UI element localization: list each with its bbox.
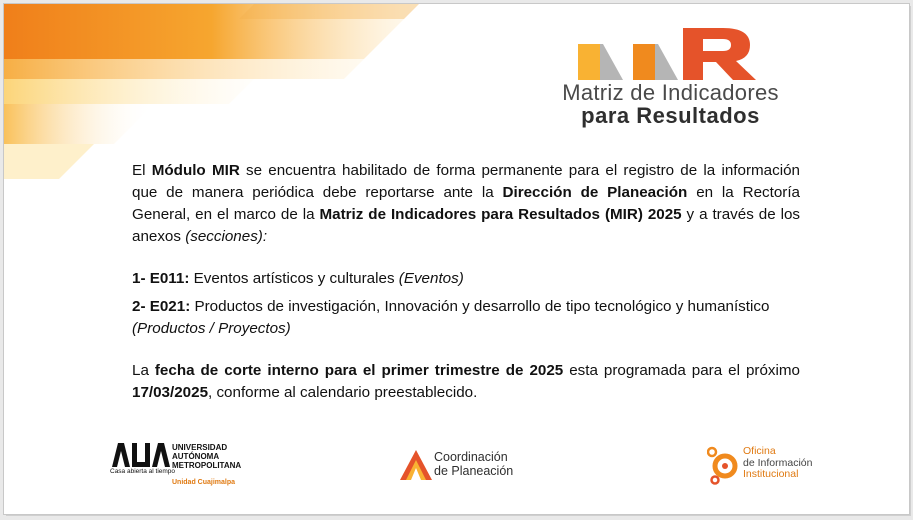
mir-logo-line1: Matriz de Indicadores: [562, 80, 779, 105]
oficina-logo: [707, 444, 817, 488]
closing-text-1: La: [132, 362, 155, 379]
uam-emblem-icon: [112, 443, 170, 467]
mir-logo: [528, 22, 813, 128]
announcement-body: [132, 160, 800, 404]
oficina-circles-icon: [707, 446, 741, 486]
intro-bold-mir: Matriz de Indicadores para Resultados (MIR) 2025: [319, 206, 682, 223]
item-code: 2- E021:: [132, 298, 191, 315]
uam-name-line3: METROPOLITANA: [172, 461, 242, 470]
closing-text-3: , conforme al calendario preestablecido.: [208, 384, 478, 401]
item-text: Productos de investigación, Innovación y desarrollo de tipo tecnológico y humanístico: [190, 298, 770, 315]
item-text: Eventos artísticos y culturales: [189, 270, 399, 287]
item-code: 1- E011:: [132, 270, 190, 287]
item-note: (Productos / Proyectos): [132, 320, 291, 337]
uam-tagline: Casa abierta al tiempo: [110, 468, 176, 475]
footer-logos: [4, 434, 909, 494]
coordinacion-line1: Coordinación: [434, 450, 508, 464]
coordinacion-line2: de Planeación: [434, 464, 514, 478]
coordinacion-triangle-icon: [400, 450, 432, 480]
uam-name-line1: UNIVERSIDAD: [172, 443, 228, 452]
slide: [3, 3, 910, 515]
intro-text-3: en la Rectoría General, en el marco de la: [132, 184, 800, 223]
intro-text-4: y a través de los anexos: [132, 206, 800, 245]
list-item: [132, 268, 800, 290]
uam-name-line2: AUTÓNOMA: [172, 452, 220, 461]
closing-text-2: esta programada para el próximo: [563, 362, 800, 379]
list-item: [132, 296, 800, 340]
uam-unit: Unidad Cuajimalpa: [172, 479, 236, 486]
item-note: (Eventos): [398, 270, 464, 287]
closing-bold-date: 17/03/2025: [132, 384, 209, 401]
intro-text-2: se encuentra habilitado de forma permanente para el registro de la información que de manera periódica debe reportarse ante la: [132, 162, 800, 201]
uam-logo: [110, 443, 250, 486]
intro-bold-module: Módulo MIR: [151, 162, 240, 179]
oficina-line3: Institucional: [743, 468, 799, 480]
intro-italic-sections: (secciones):: [185, 228, 268, 245]
closing-paragraph: [132, 360, 800, 404]
intro-text-1: El: [132, 162, 152, 179]
oficina-line2: de Información: [743, 456, 813, 469]
intro-paragraph: [132, 160, 800, 248]
uam-name: [172, 443, 241, 470]
oficina-line1: Oficina: [743, 445, 776, 457]
intro-bold-direction: Dirección de Planeación: [502, 184, 688, 201]
oficina-text: [743, 446, 812, 481]
coordinacion-text: [434, 450, 513, 478]
coordinacion-logo: [400, 448, 530, 488]
closing-bold-date-label: fecha de corte interno para el primer trimestre de 2025: [154, 362, 564, 379]
mir-logo-line2: para Resultados: [581, 103, 760, 128]
mir-logo-mark-icon: [528, 22, 813, 82]
